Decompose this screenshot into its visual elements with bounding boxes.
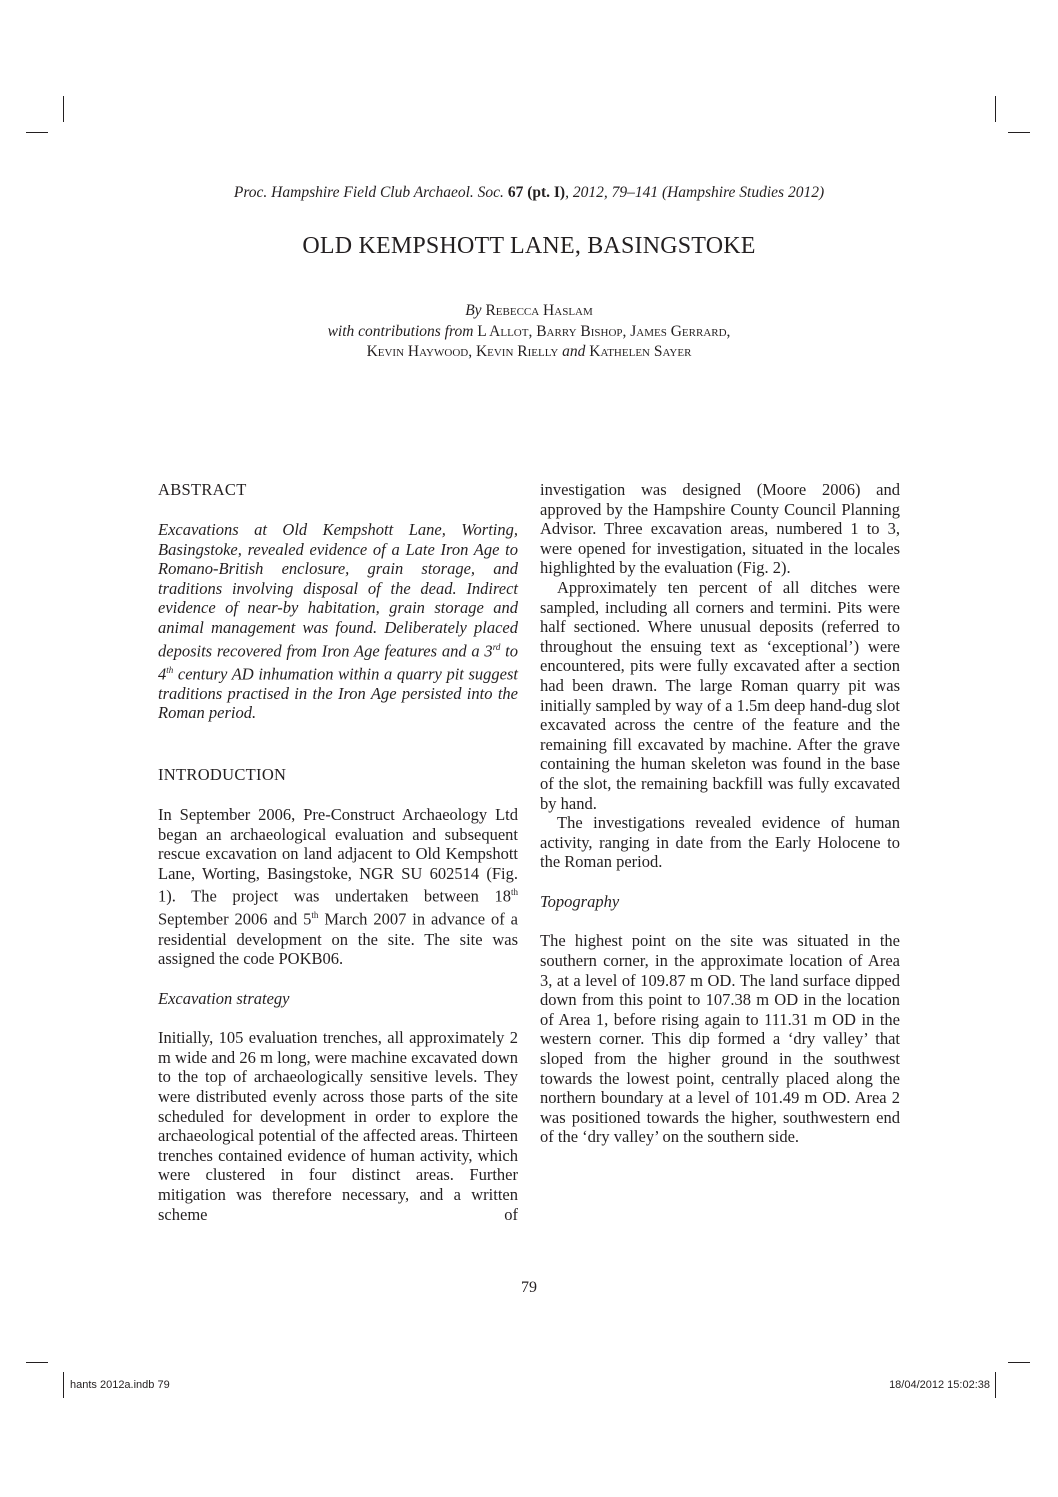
journal-details: , 2012, 79–141 (Hampshire Studies 2012) xyxy=(565,184,825,201)
author-line-2 xyxy=(0,322,1058,343)
slug-timestamp: 18/04/2012 15:02:38 xyxy=(889,1379,990,1391)
topography-paragraph: The highest point on the site was situated in the southern corner, in the approximate location of Area 3, at a level of 109.87 m OD. The land surface dipped down from this point to 107.38 m OD in the location of Area 1, before rising again to 111.31 m OD in the western corner. This dip formed a ‘dry valley’ that sloped from the higher ground in the southwest towards the lowest point, centrally placed along the northern boundary at a level of 101.49 m OD. Area 2 was positioned towards the higher, southwestern end of the ‘dry valley’ on the southern side. xyxy=(540,931,900,1147)
abstract-text: Excavations at Old Kempshott Lane, Worting, Basingstoke, revealed evidence of a Late Iron Age to Romano-British enclosure, grain storage, and traditions involving disposal of the dead. Indirect evidence of near-by habitation, grain storage and animal management was found. Deliberately placed deposits recovered from Iron Age features and a 3rd to 4th century AD inhumation within a quarry pit suggest traditions practised in the Iron Age persisted into the Roman period. xyxy=(158,520,518,723)
excavation-strategy-heading: Excavation strategy xyxy=(158,988,290,1008)
crop-mark xyxy=(995,96,996,122)
page-number: 79 xyxy=(521,1279,537,1296)
right-column xyxy=(540,480,900,1147)
contributors-2: Kevin Haywood, Kevin Rielly xyxy=(366,343,559,360)
crop-mark xyxy=(63,96,64,122)
excavation-strategy-paragraph: Initially, 105 evaluation trenches, all approximately 2 m wide and 26 m long, were machine excavated down to the top of archaeologically sensitive levels. They were distributed evenly across those parts of the site scheduled for development in order to explore the archaeological potential of the affected areas. Thirteen trenches contained evidence of human activity, which were clustered in four distinct areas. Further mitigation was therefore necessary, and a written scheme of xyxy=(158,1028,518,1224)
and-label: and xyxy=(562,343,586,360)
left-column xyxy=(158,480,518,1224)
investigations-paragraph: The investigations revealed evidence of human activity, ranging in date from the Early Holocene to the Roman period. xyxy=(540,813,900,872)
author-block xyxy=(0,301,1058,363)
abstract-heading: ABSTRACT xyxy=(158,480,247,499)
sampling-paragraph: Approximately ten percent of all ditches were sampled, including all corners and termini. Pits were half sectioned. Where unusual deposits (referred to throughout the ensuing text as ‘exceptional’) were encountered, pits were fully excavated after a section had been drawn. The large Roman quarry pit was initially sampled by way of a 1.5m deep hand-dug slot excavated across the centre of the feature and the remaining fill excavated by machine. After the grave containing the human skeleton was found in the base of the slot, the remaining backfill was fully excavated by hand. xyxy=(540,577,900,813)
slug-file: hants 2012a.indb 79 xyxy=(70,1379,170,1391)
crop-mark xyxy=(63,1372,64,1398)
author-line-3 xyxy=(0,342,1058,363)
introduction-heading: INTRODUCTION xyxy=(158,764,287,784)
crop-mark xyxy=(995,1372,996,1398)
crop-mark xyxy=(1008,132,1030,133)
introduction-paragraph: In September 2006, Pre-Construct Archaeology Ltd began an archaeological evaluation and subsequent rescue excavation on land adjacent to Old Kempshott Lane, Worting, Basingstoke, NGR SU 602514 (Fig. 1). The project was undertaken between 18th September 2006 and 5th March 2007 in advance of a residential development on the site. The site was assigned the code POKB06. xyxy=(158,804,518,969)
contributions-label: with contributions from xyxy=(327,322,474,340)
author-line-1 xyxy=(0,301,1058,322)
contributors-3: Kathelen Sayer xyxy=(589,343,692,360)
main-author: Rebecca Haslam xyxy=(485,302,593,319)
topography-heading: Topography xyxy=(540,891,620,911)
journal-name: Proc. Hampshire Field Club Archaeol. Soc. xyxy=(233,184,504,201)
crop-mark xyxy=(26,132,48,133)
excavation-strategy-paragraph-cont: investigation was designed (Moore 2006) and approved by the Hampshire County Council Planning Advisor. Three excavation areas, numbered 1 to 3, were opened for investigation, situated in the locales highlighted by the evaluation (Fig. 2). xyxy=(540,480,900,578)
crop-mark xyxy=(1008,1362,1030,1363)
by-label: By xyxy=(465,302,482,319)
contributors-1: L Allot, Barry Bishop, James Gerrard, xyxy=(477,322,731,340)
article-title: OLD KEMPSHOTT LANE, BASINGSTOKE xyxy=(302,233,756,259)
crop-mark xyxy=(26,1362,48,1363)
journal-volume: 67 (pt. I) xyxy=(507,184,566,201)
running-head xyxy=(0,184,1058,202)
